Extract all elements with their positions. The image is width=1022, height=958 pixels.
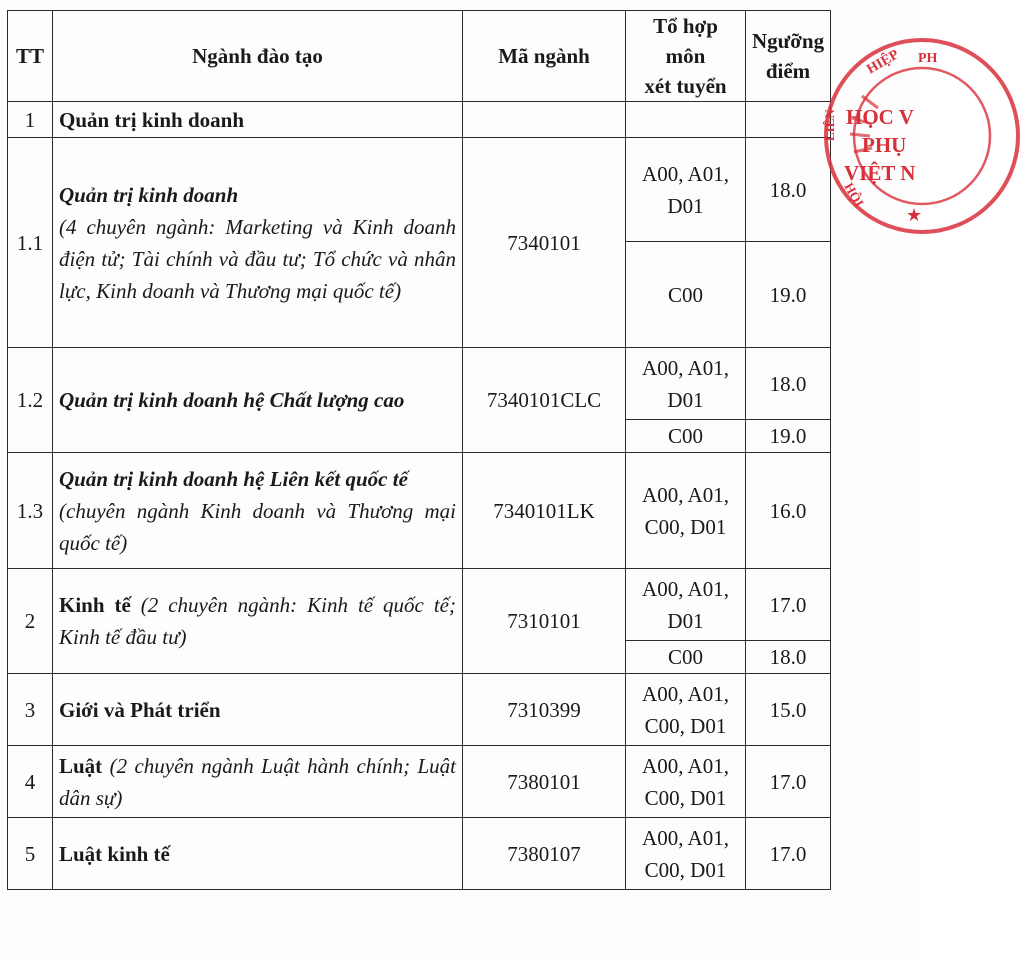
header-combo-line2: xét tuyển [644,74,727,98]
row-major-name: Luật kinh tế [53,818,463,890]
header-major: Ngành đào tạo [53,11,463,102]
row-combo: A00, A01, D01 [626,348,746,420]
svg-text:★: ★ [906,205,923,226]
official-stamp [822,36,1022,236]
row-score: 16.0 [746,453,831,569]
stamp-line2: PHỤ [862,133,907,157]
row-code: 7340101 [463,138,626,348]
stamp-line3: VIỆT N [844,161,916,185]
row-major [53,138,463,348]
row-code: 7310101 [463,569,626,674]
row-major-name: Quản trị kinh doanh hệ Liên kết quốc tế [59,466,408,491]
row-tt: 1.1 [8,138,53,348]
header-score-line2: điểm [765,59,811,83]
row-major-name: Kinh tế [59,593,131,617]
table-header-row [8,11,831,102]
row-tt: 1.3 [8,453,53,569]
table-row [8,746,831,818]
row-tt: 3 [8,674,53,746]
row-combo: A00, A01, C00, D01 [626,674,746,746]
row-code: 7340101LK [463,453,626,569]
row-combo: C00 [626,641,746,674]
svg-text:HIỆP: HIỆP [864,47,902,78]
row-combo: A00, A01, C00, D01 [626,818,746,890]
row-major-name: Giới và Phát triển [53,674,463,746]
row-combo [626,102,746,138]
row-code [463,102,626,138]
row-major [53,569,463,674]
row-tt: 1.2 [8,348,53,453]
row-major-note: (2 chuyên ngành: Kinh tế quốc tế; Kinh tế đầu tư) [59,593,456,649]
header-score-line1: Ngưỡng [752,29,825,53]
table-row [8,102,831,138]
row-combo: A00, A01, D01 [626,569,746,641]
row-code: 7380101 [463,746,626,818]
row-score: 18.0 [746,641,831,674]
row-tt: 4 [8,746,53,818]
table-row [8,674,831,746]
row-combo: A00, A01, C00, D01 [626,746,746,818]
row-major-name: Quản trị kinh doanh [59,182,239,207]
row-score: 17.0 [746,746,831,818]
row-code: 7340101CLC [463,348,626,453]
row-tt: 2 [8,569,53,674]
row-tt: 5 [8,818,53,890]
row-major [53,746,463,818]
svg-text:HỘI: HỘI [841,180,868,210]
table-row [8,138,831,242]
header-code: Mã ngành [463,11,626,102]
row-score: 17.0 [746,569,831,641]
header-combo [626,11,746,102]
table-row [8,453,831,569]
row-code: 7380107 [463,818,626,890]
row-major-name: Quản trị kinh doanh hệ Chất lượng cao [53,348,463,453]
row-code: 7310399 [463,674,626,746]
header-score [746,11,831,102]
row-major-name: Luật [59,753,103,778]
table-row [8,569,831,641]
row-score: 19.0 [746,420,831,453]
row-major [53,453,463,569]
header-combo-line1: Tổ hợp môn [653,14,718,68]
row-tt: 1 [8,102,53,138]
row-major-note: (chuyên ngành Kinh doanh và Thương mại quốc tế) [59,498,456,555]
stamp-line1: HỌC V [846,105,914,129]
row-combo: C00 [626,420,746,453]
table-row [8,348,831,420]
row-score: 15.0 [746,674,831,746]
svg-text:LIÊN: LIÊN [822,109,837,141]
row-score: 17.0 [746,818,831,890]
row-score: 18.0 [746,348,831,420]
row-combo: A00, A01, D01 [626,138,746,242]
row-combo: C00 [626,242,746,348]
header-tt: TT [8,11,53,102]
svg-text:PH: PH [918,51,938,66]
row-major-name: Quản trị kinh doanh [53,102,463,138]
row-combo: A00, A01, C00, D01 [626,453,746,569]
row-major-note: (2 chuyên ngành Luật hành chính; Luật dân sự) [59,753,456,810]
row-score: 18.0 [746,138,831,242]
row-score: 19.0 [746,242,831,348]
stamp-ring-icon [822,36,1022,236]
row-major-note: (4 chuyên ngành: Marketing và Kinh doanh điện tử; Tài chính và đầu tư; Tổ chức và nhân lực, Kinh doanh và Thương mại quốc tế) [59,214,456,303]
admissions-table [7,10,831,890]
table-row [8,818,831,890]
row-score [746,102,831,138]
